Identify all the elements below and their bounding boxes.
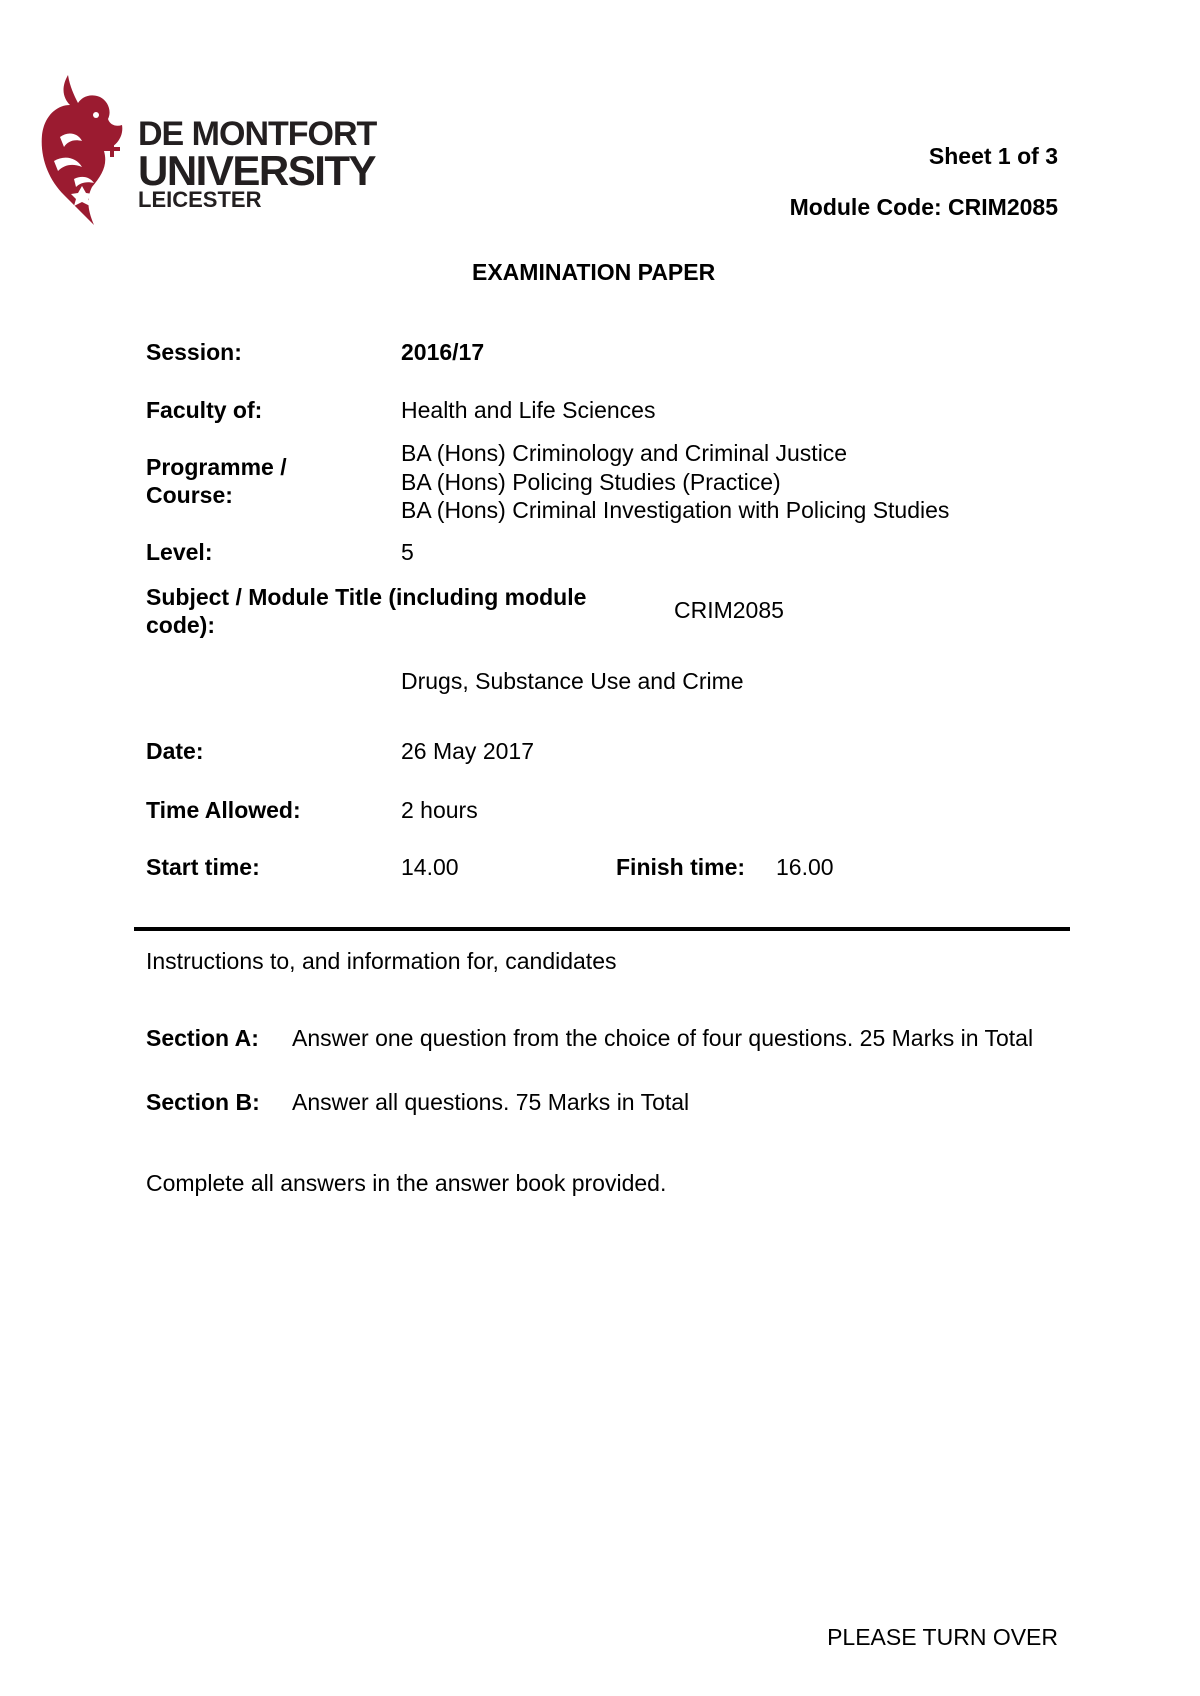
level-label: Level: (146, 539, 213, 565)
time-allowed-value: 2 hours (401, 797, 478, 823)
finish-time-label: Finish time: (616, 854, 746, 880)
start-time-value: 14.00 (401, 854, 459, 880)
faculty-value: Health and Life Sciences (401, 397, 656, 423)
programme-label-line2: Course: (146, 482, 233, 508)
subject-title-value: Drugs, Substance Use and Crime (401, 668, 744, 694)
subject-label-line1: Subject / Module Title (including module (146, 584, 587, 610)
instructions-heading: Instructions to, and information for, candidates (146, 948, 617, 974)
section-divider (134, 927, 1070, 931)
level-value: 5 (401, 539, 414, 565)
logo-text-line2: UNIVERSITY (138, 147, 376, 194)
section-a-label: Section A: (146, 1025, 259, 1051)
module-code-header: Module Code: CRIM2085 (789, 194, 1058, 220)
lion-crest-icon (38, 75, 128, 225)
time-allowed-label: Time Allowed: (146, 797, 301, 823)
logo-text-line3: LEICESTER (138, 187, 262, 212)
logo-text-line1: DE MONTFORT (138, 115, 377, 153)
programme-value: BA (Hons) Policing Studies (Practice) (401, 469, 781, 495)
programme-label-line1: Programme / (146, 454, 287, 480)
subject-label-line2: code): (146, 612, 215, 638)
answer-book-note: Complete all answers in the answer book provided. (146, 1170, 667, 1196)
start-time-label: Start time: (146, 854, 260, 880)
session-label: Session: (146, 339, 242, 365)
section-b-label: Section B: (146, 1089, 260, 1115)
page-title: EXAMINATION PAPER (472, 259, 716, 285)
programme-value: BA (Hons) Criminology and Criminal Justice (401, 440, 848, 466)
section-a-text: Answer one question from the choice of four questions. 25 Marks in Total (292, 1025, 1034, 1051)
please-turn-over: PLEASE TURN OVER (827, 1624, 1058, 1650)
sheet-number: Sheet 1 of 3 (928, 143, 1058, 169)
date-value: 26 May 2017 (401, 738, 534, 764)
session-value: 2016/17 (401, 339, 485, 365)
university-logo (38, 75, 398, 225)
faculty-label: Faculty of: (146, 397, 263, 423)
section-b-text: Answer all questions. 75 Marks in Total (292, 1089, 690, 1115)
date-label: Date: (146, 738, 204, 764)
subject-code-value: CRIM2085 (674, 597, 784, 623)
finish-time-value: 16.00 (776, 854, 834, 880)
programme-value: BA (Hons) Criminal Investigation with Policing Studies (401, 497, 950, 523)
